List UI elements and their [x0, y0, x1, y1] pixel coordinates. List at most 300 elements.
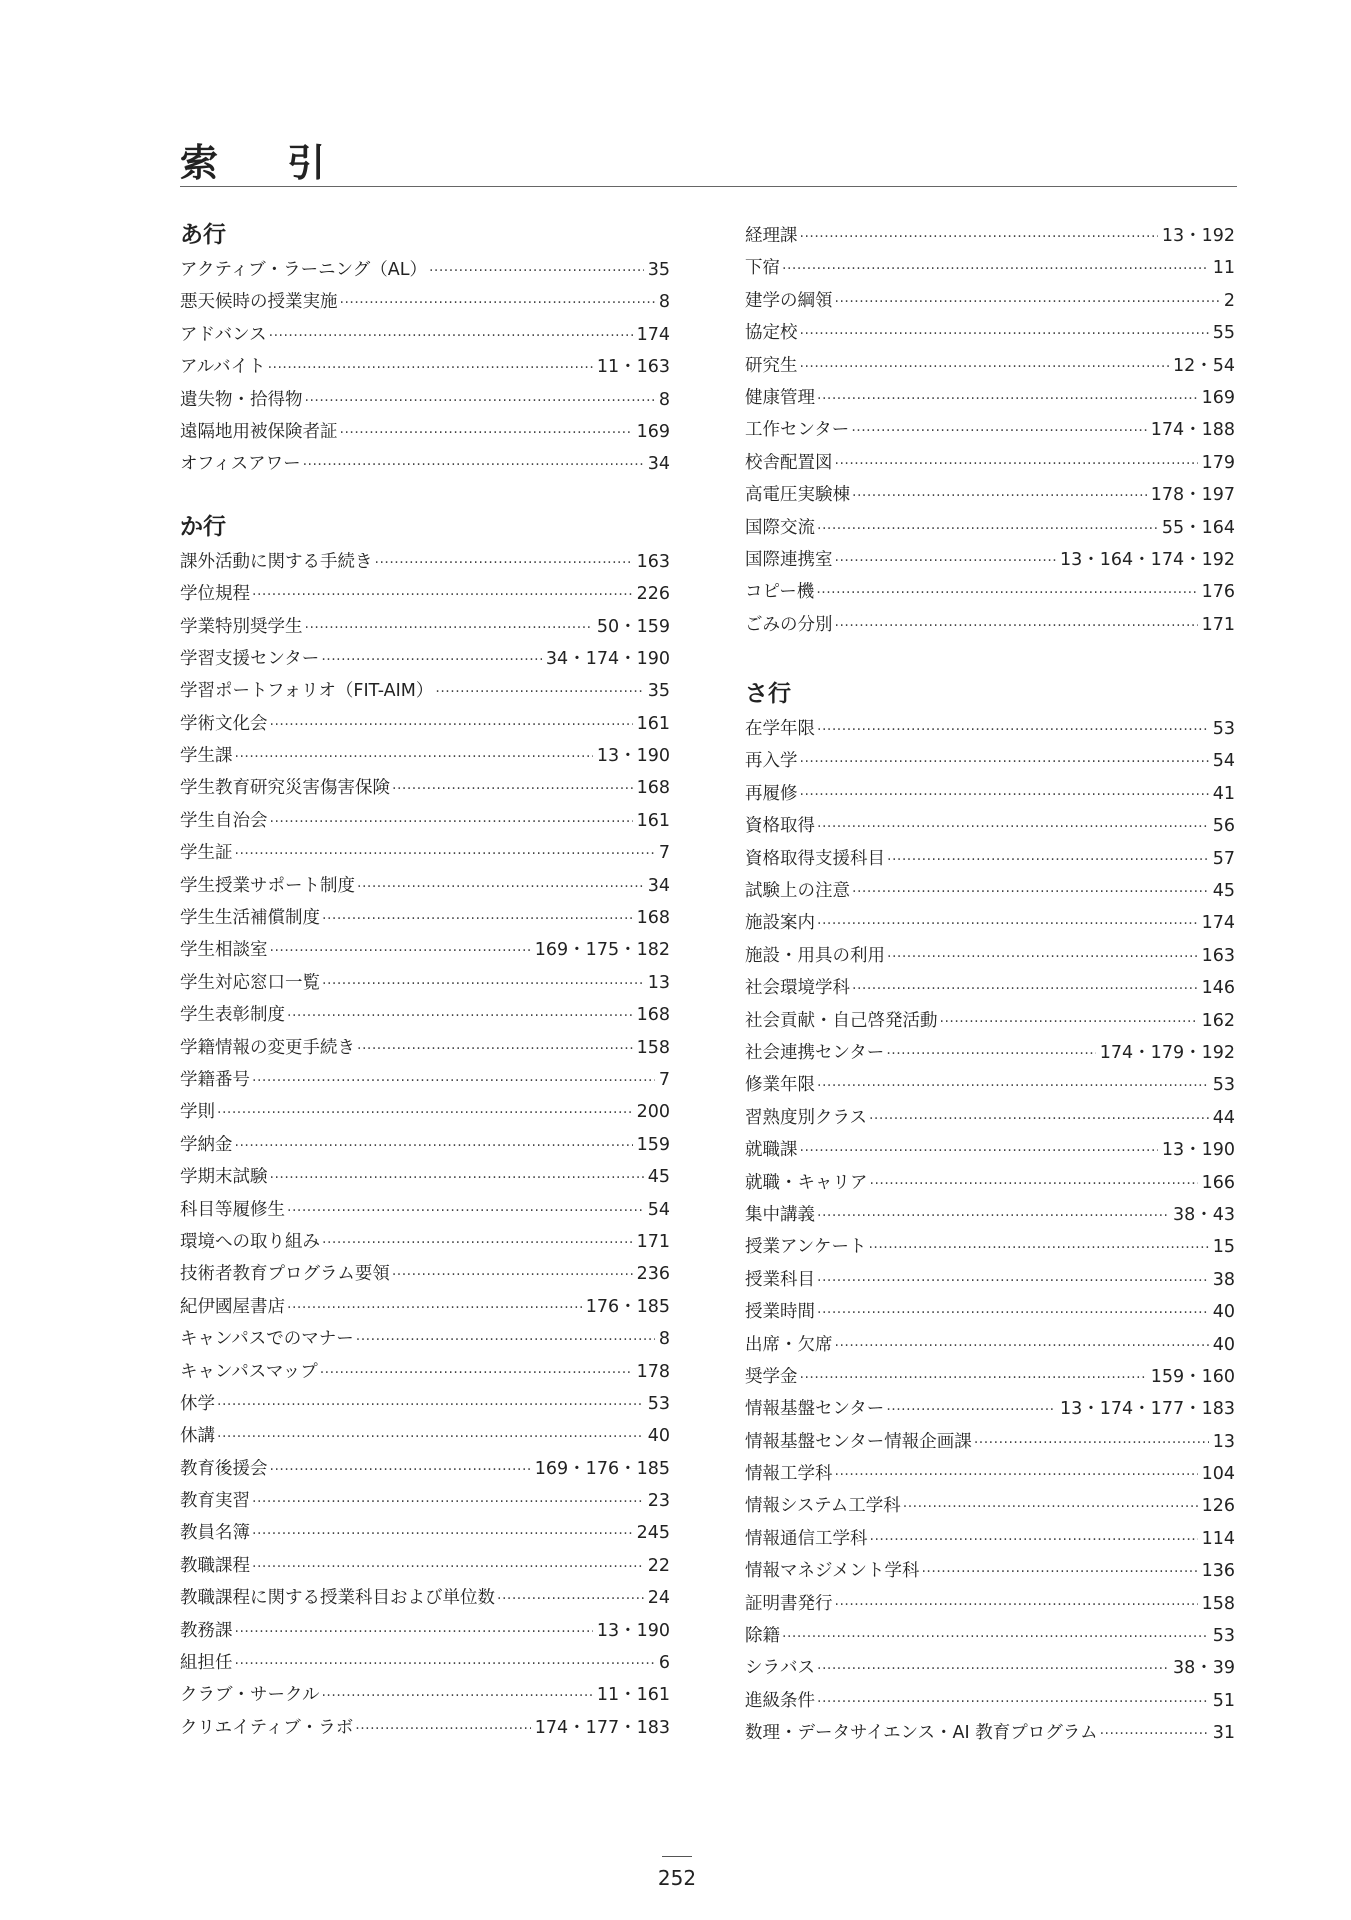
index-entry: [745, 382, 1235, 414]
index-term: アドバンス: [180, 324, 267, 345]
index-page-ref: 162: [1201, 1010, 1235, 1031]
index-term: 遺失物・拾得物: [180, 389, 303, 410]
dot-leader: [869, 1103, 1209, 1135]
index-page-ref: 174・179・192: [1099, 1042, 1235, 1063]
index-term: 学習ポートフォリオ（FIT-AIM）: [180, 681, 434, 702]
index-term: キャンパスでのマナー: [180, 1329, 354, 1350]
index-entry: [745, 220, 1235, 252]
index-page-ref: 41: [1212, 783, 1235, 804]
index-term: 社会環境学科: [745, 978, 850, 999]
dot-leader: [835, 1589, 1198, 1621]
index-entry: [745, 810, 1235, 842]
dot-leader: [835, 610, 1198, 642]
index-page-ref: 13: [1212, 1431, 1235, 1452]
index-page-ref: 104: [1201, 1464, 1235, 1485]
index-term: 再入学: [745, 751, 798, 772]
index-entry: [745, 1685, 1235, 1717]
dot-leader: [235, 741, 593, 773]
index-page-ref: 13・190: [596, 1620, 670, 1641]
index-entry: [180, 1161, 670, 1193]
index-page-ref: 13・174・177・183: [1060, 1399, 1235, 1420]
index-page-ref: 174・177・183: [534, 1717, 670, 1738]
dot-leader: [817, 1070, 1209, 1102]
index-term: 情報工学科: [745, 1464, 833, 1485]
dot-leader: [217, 1421, 644, 1453]
index-term: 学籍情報の変更手続き: [180, 1037, 355, 1058]
index-page-ref: 45: [1212, 881, 1235, 902]
index-term: コピー機: [745, 582, 815, 603]
index-term: 学習支援センター: [180, 648, 320, 669]
index-term: 再履修: [745, 783, 798, 804]
index-entry: [180, 319, 670, 351]
index-page-ref: 55: [1212, 323, 1235, 344]
dot-leader: [252, 579, 633, 611]
index-entry: [180, 967, 670, 999]
index-term: 協定校: [745, 323, 798, 344]
index-term: 証明書発行: [745, 1593, 833, 1614]
dot-leader: [921, 1556, 1197, 1588]
index-term: 資格取得: [745, 816, 815, 837]
index-page-ref: 176: [1201, 582, 1235, 603]
index-term: 学生証: [180, 843, 233, 864]
index-entry: [745, 1652, 1235, 1684]
index-entry: [180, 1679, 670, 1711]
index-page-ref: 53: [647, 1393, 670, 1414]
index-entry: [180, 1485, 670, 1517]
index-entry: [180, 1323, 670, 1355]
dot-leader: [782, 1621, 1209, 1653]
index-page-ref: 13・192: [1161, 226, 1235, 246]
index-page-ref: 2: [1223, 290, 1235, 311]
dot-leader: [235, 838, 655, 870]
index-term: 学生生活補償制度: [180, 908, 320, 929]
index-page-ref: 12・54: [1172, 355, 1235, 376]
index-term: 学位規程: [180, 584, 250, 605]
index-page-ref: 13・164・174・192: [1060, 549, 1235, 570]
dot-leader: [800, 221, 1158, 253]
index-page-ref: 178・197: [1150, 485, 1235, 506]
index-entry: [745, 875, 1235, 907]
index-page-ref: 8: [658, 1329, 670, 1350]
index-page-ref: 176・185: [585, 1296, 670, 1317]
dot-leader: [235, 1130, 633, 1162]
index-entry: [180, 286, 670, 318]
index-term: 学生相談室: [180, 940, 268, 961]
index-page-ref: 7: [658, 1069, 670, 1090]
dot-leader: [817, 383, 1198, 415]
dot-leader: [321, 1680, 592, 1712]
dot-leader: [217, 1097, 633, 1129]
dot-leader: [357, 1033, 633, 1065]
index-page-ref: 50・159: [596, 616, 670, 637]
dot-leader: [252, 1518, 633, 1550]
index-entry: [745, 317, 1235, 349]
dot-leader: [817, 811, 1209, 843]
dot-leader: [355, 1713, 531, 1745]
index-term: 就職・キャリア: [745, 1172, 868, 1193]
index-entry: [180, 1356, 670, 1388]
index-page-ref: 146: [1201, 978, 1235, 999]
page-number-divider: [662, 1856, 692, 1857]
index-entry: [180, 1550, 670, 1582]
index-page-ref: 24: [647, 1588, 670, 1609]
index-term: 授業アンケート: [745, 1237, 867, 1258]
index-column-left: [180, 216, 670, 1744]
index-page-ref: 54: [647, 1199, 670, 1220]
index-page-ref: 34・174・190: [545, 648, 670, 669]
dot-leader: [287, 1292, 582, 1324]
index-entry: [180, 1453, 670, 1485]
index-entry: [745, 350, 1235, 382]
dot-leader: [392, 773, 633, 805]
index-term: 科目等履修生: [180, 1199, 285, 1220]
index-entry: [745, 1199, 1235, 1231]
dot-leader: [305, 612, 593, 644]
index-entry: [180, 1647, 670, 1679]
index-entry: [745, 907, 1235, 939]
index-entry: [745, 778, 1235, 810]
index-entry: [180, 1615, 670, 1647]
index-entry: [180, 837, 670, 869]
index-page-ref: 15: [1212, 1237, 1235, 1258]
section-heading: か行: [180, 513, 226, 540]
dot-leader: [429, 255, 644, 287]
index-entry: [745, 576, 1235, 608]
index-page-ref: 136: [1201, 1561, 1235, 1582]
index-page-ref: 161: [636, 713, 670, 734]
index-term: 教職課程: [180, 1555, 250, 1576]
index-entry: [745, 1005, 1235, 1037]
index-page-ref: 126: [1201, 1496, 1235, 1517]
index-term: 学期末試験: [180, 1167, 268, 1188]
index-page-ref: 11: [1212, 258, 1235, 279]
index-term: 試験上の注意: [745, 881, 850, 902]
index-page-ref: 169・176・185: [534, 1458, 670, 1479]
dot-leader: [269, 320, 633, 352]
dot-leader: [357, 871, 644, 903]
index-term: 社会連携センター: [745, 1042, 885, 1063]
index-entry: [180, 1096, 670, 1128]
index-page-ref: 171: [1201, 614, 1235, 635]
index-term: 授業時間: [745, 1302, 815, 1323]
index-entry: [180, 1712, 670, 1744]
dot-leader: [270, 1454, 531, 1486]
index-term: 習熟度別クラス: [745, 1107, 867, 1128]
dot-leader: [800, 1362, 1147, 1394]
index-page-ref: 35: [647, 681, 670, 702]
index-entry: [745, 843, 1235, 875]
index-term: 工作センター: [745, 420, 850, 441]
index-page-ref: 22: [647, 1555, 670, 1576]
dot-leader: [870, 1168, 1198, 1200]
dot-leader: [305, 385, 655, 417]
dot-leader: [322, 1227, 633, 1259]
dot-leader: [270, 935, 531, 967]
index-entry: [180, 999, 670, 1031]
dot-leader: [268, 352, 593, 384]
index-entry: [745, 252, 1235, 284]
index-entry: [180, 578, 670, 610]
index-term: 教育後援会: [180, 1458, 268, 1479]
index-page-ref: 168: [636, 1005, 670, 1026]
index-term: 健康管理: [745, 387, 815, 408]
index-entry: [180, 448, 670, 480]
dot-leader: [270, 709, 633, 741]
dot-leader: [320, 1357, 633, 1389]
index-term: 課外活動に関する手続き: [180, 551, 373, 572]
index-term: シラバス: [745, 1658, 815, 1679]
index-term: 学則: [180, 1102, 215, 1123]
dot-leader: [886, 1038, 1095, 1070]
dot-leader: [800, 318, 1209, 350]
index-page-ref: 114: [1201, 1528, 1235, 1549]
index-page-ref: 166: [1201, 1172, 1235, 1193]
index-page-ref: 57: [1212, 848, 1235, 869]
dot-leader: [852, 876, 1209, 908]
dot-leader: [886, 1394, 1056, 1426]
index-entry: [745, 512, 1235, 544]
index-term: 学籍番号: [180, 1069, 250, 1090]
index-page-ref: 13・190: [596, 746, 670, 767]
index-entry: [180, 416, 670, 448]
dot-leader: [903, 1491, 1198, 1523]
index-entry: [745, 1167, 1235, 1199]
index-term: 環境への取り組み: [180, 1231, 320, 1252]
index-entry: [745, 1458, 1235, 1490]
index-entry: [180, 254, 670, 286]
index-entry: [745, 1393, 1235, 1425]
dot-leader: [287, 1195, 644, 1227]
dot-leader: [322, 968, 644, 1000]
index-page-ref: 174: [636, 324, 670, 345]
dot-leader: [940, 1006, 1198, 1038]
index-page-ref: 161: [636, 810, 670, 831]
title-divider: [180, 186, 1237, 187]
index-term: 建学の綱領: [745, 290, 833, 311]
index-page-ref: 168: [636, 778, 670, 799]
index-entry: [745, 1490, 1235, 1522]
dot-leader: [817, 714, 1209, 746]
index-entry: [180, 772, 670, 804]
index-entry: [180, 1226, 670, 1258]
index-term: 学生教育研究災害傷害保険: [180, 778, 390, 799]
index-term: 学生自治会: [180, 810, 268, 831]
index-entry: [745, 1329, 1235, 1361]
index-page-ref: 171: [636, 1231, 670, 1252]
index-term: クラブ・サークル: [180, 1685, 320, 1706]
index-term: 除籍: [745, 1626, 780, 1647]
index-term: 研究生: [745, 355, 798, 376]
dot-leader: [870, 1524, 1198, 1556]
index-page-ref: 179: [1201, 452, 1235, 473]
index-page-ref: 174・188: [1150, 420, 1235, 441]
index-term: 学術文化会: [180, 713, 268, 734]
index-term: アクティブ・ラーニング（AL）: [180, 260, 427, 280]
index-term: 修業年限: [745, 1075, 815, 1096]
dot-leader: [835, 545, 1057, 577]
index-entry: [745, 479, 1235, 511]
index-term: 学生課: [180, 746, 233, 767]
index-page-ref: 159: [636, 1134, 670, 1155]
index-entry: [745, 414, 1235, 446]
dot-leader: [800, 746, 1209, 778]
index-page-ref: 13・190: [1161, 1140, 1235, 1161]
dot-leader: [322, 903, 633, 935]
index-entry: [745, 285, 1235, 317]
index-term: 紀伊國屋書店: [180, 1296, 285, 1317]
dot-leader: [252, 1486, 644, 1518]
index-term: 休学: [180, 1393, 215, 1414]
index-entry: [180, 740, 670, 772]
index-page-ref: 168: [636, 908, 670, 929]
index-entry: [180, 1064, 670, 1096]
index-term: 進級条件: [745, 1690, 815, 1711]
index-entry: [745, 1523, 1235, 1555]
index-entry: [180, 611, 670, 643]
index-page-ref: 53: [1212, 719, 1235, 740]
index-page-ref: 158: [1201, 1593, 1235, 1614]
page-title: 索 引: [180, 141, 354, 185]
index-page-ref: 236: [636, 1264, 670, 1285]
index-entry: [745, 1231, 1235, 1263]
index-page-ref: 34: [647, 454, 670, 475]
index-term: 奨学金: [745, 1366, 798, 1387]
dot-leader: [851, 415, 1146, 447]
index-entry: [180, 1420, 670, 1452]
index-entry: [180, 1517, 670, 1549]
index-term: 学生授業サポート制度: [180, 875, 355, 896]
index-term: 数理・データサイエンス・AI 教育プログラム: [745, 1723, 1098, 1744]
dot-leader: [816, 577, 1197, 609]
index-term: クリエイティブ・ラボ: [180, 1717, 354, 1738]
index-entry: [180, 351, 670, 383]
index-term: 教職課程に関する授業科目および単位数: [180, 1588, 495, 1609]
index-term: 学生対応窓口一覧: [180, 972, 320, 993]
dot-leader: [835, 1459, 1198, 1491]
dot-leader: [817, 1265, 1209, 1297]
dot-leader: [800, 1135, 1158, 1167]
index-page-ref: 23: [647, 1491, 670, 1512]
index-term: 技術者教育プログラム要領: [180, 1264, 390, 1285]
index-term: キャンパスマップ: [180, 1361, 318, 1382]
dot-leader: [270, 806, 633, 838]
index-term: 悪天候時の授業実施: [180, 292, 338, 313]
index-page-ref: 38・39: [1172, 1658, 1235, 1679]
index-term: 資格取得支援科目: [745, 848, 885, 869]
index-page-ref: 200: [636, 1102, 670, 1123]
dot-leader: [835, 448, 1198, 480]
index-page-ref: 8: [658, 292, 670, 313]
index-entry: [745, 544, 1235, 576]
index-page-ref: 169: [636, 421, 670, 442]
dot-leader: [287, 1000, 633, 1032]
dot-leader: [782, 253, 1209, 285]
index-entry: [745, 1264, 1235, 1296]
dot-leader: [852, 973, 1198, 1005]
index-term: 施設案内: [745, 913, 815, 934]
index-term: 経理課: [745, 226, 798, 246]
index-term: オフィスアワー: [180, 454, 301, 475]
dot-leader: [340, 287, 655, 319]
dot-leader: [817, 513, 1158, 545]
index-page-ref: 54: [1212, 751, 1235, 772]
index-page-ref: 34: [647, 875, 670, 896]
dot-leader: [974, 1427, 1209, 1459]
index-term: 社会貢献・自己啓発活動: [745, 1010, 938, 1031]
dot-leader: [340, 417, 633, 449]
index-page-ref: 6: [658, 1653, 670, 1674]
dot-leader: [497, 1583, 644, 1615]
index-entry: [180, 805, 670, 837]
section-heading: さ行: [745, 681, 791, 708]
index-term: 組担任: [180, 1653, 233, 1674]
index-page-ref: 11・163: [596, 357, 670, 378]
index-term: 学生表彰制度: [180, 1005, 285, 1026]
dot-leader: [321, 644, 542, 676]
index-page-ref: 45: [647, 1167, 670, 1188]
index-term: 高電圧実験棟: [745, 485, 850, 506]
index-term: 休講: [180, 1426, 215, 1447]
index-entry: [180, 1032, 670, 1064]
index-page-ref: 178: [636, 1361, 670, 1382]
index-term: 学業特別奨学生: [180, 616, 303, 637]
index-entry: [745, 1426, 1235, 1458]
index-entry: [180, 1291, 670, 1323]
index-entry: [745, 972, 1235, 1004]
index-entry: [180, 546, 670, 578]
index-page-ref: 158: [636, 1037, 670, 1058]
dot-leader: [252, 1065, 655, 1097]
dot-leader: [800, 351, 1169, 383]
index-page-ref: 53: [1212, 1075, 1235, 1096]
dot-leader: [235, 1616, 593, 1648]
index-term: 施設・用具の利用: [745, 945, 885, 966]
index-entry: [745, 713, 1235, 745]
dot-leader: [800, 779, 1209, 811]
index-entry: [745, 745, 1235, 777]
index-entry: [745, 1296, 1235, 1328]
index-page-ref: 169・175・182: [534, 940, 670, 961]
index-term: 在学年限: [745, 719, 815, 740]
index-entry: [180, 1194, 670, 1226]
index-term: アルバイト: [180, 357, 266, 378]
index-page-ref: 55・164: [1161, 517, 1235, 538]
dot-leader: [852, 480, 1147, 512]
index-page-ref: 11・161: [596, 1685, 670, 1706]
index-entry: [745, 1555, 1235, 1587]
index-page-ref: 53: [1212, 1626, 1235, 1647]
dot-leader: [270, 1162, 644, 1194]
dot-leader: [835, 1330, 1209, 1362]
index-term: 教員名簿: [180, 1523, 250, 1544]
index-entry: [180, 675, 670, 707]
index-entry: [180, 934, 670, 966]
index-term: 情報通信工学科: [745, 1528, 868, 1549]
index-term: ごみの分別: [745, 614, 833, 635]
index-page-ref: 226: [636, 584, 670, 605]
dot-leader: [303, 449, 644, 481]
index-entry: [745, 1069, 1235, 1101]
index-term: 授業科目: [745, 1269, 815, 1290]
index-entry: [180, 902, 670, 934]
dot-leader: [868, 1232, 1208, 1264]
index-term: 学納金: [180, 1134, 233, 1155]
index-entry: [745, 1588, 1235, 1620]
index-term: 情報基盤センター情報企画課: [745, 1431, 972, 1452]
index-page-ref: 174: [1201, 913, 1235, 934]
index-entry: [745, 940, 1235, 972]
index-entry: [180, 1582, 670, 1614]
